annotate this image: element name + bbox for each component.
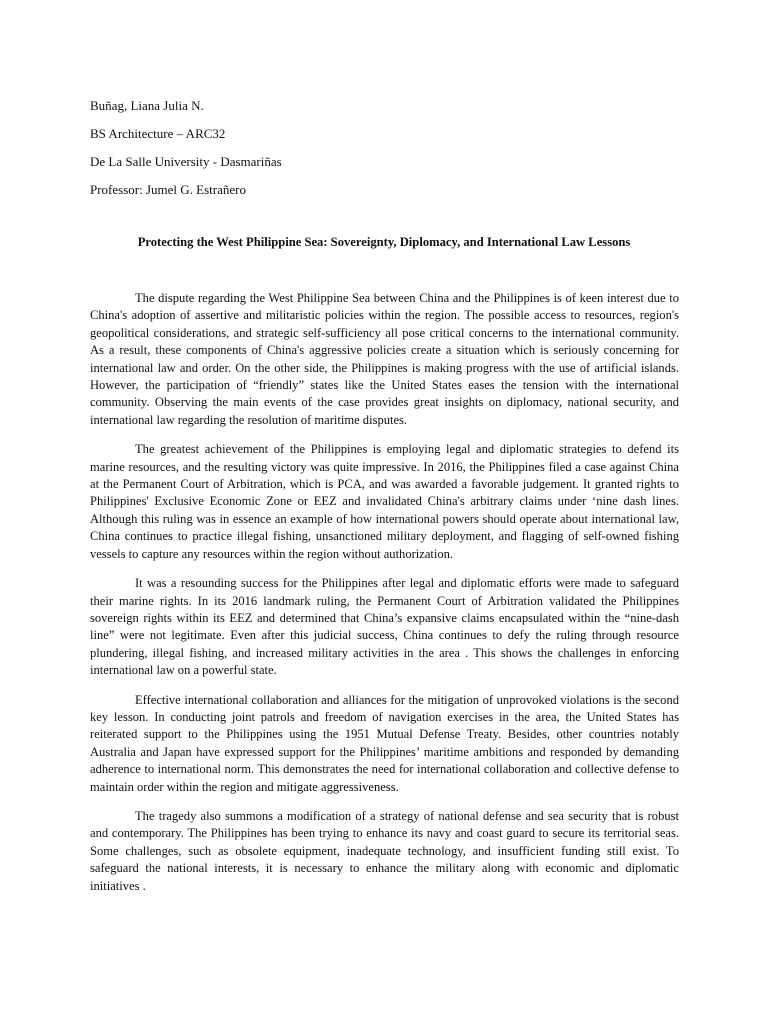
paragraph: Effective international collaboration and alliances for the mitigation of unprovoked violations is the second key lesson. In conducting joint patrols and freedom of navigation exercises in the area, the United States has reiterated support to the Philippines using the 1951 Mutual Defense Treaty. Besides, other countries notably Australia and Japan have expressed support for the Philippines’ maritime ambitions and responded by demanding adherence to international norm. This demonstrates the need for international collaboration and collective defense to maintain order within the region and mitigate aggressiveness. — [90, 692, 679, 794]
author-name: Buñag, Liana Julia N. — [90, 98, 204, 113]
paragraph: The tragedy also summons a modification of a strategy of national defense and sea security that is robust and contemporary. The Philippines has been trying to enhance its navy and coast guard to secure its territorial seas. Some challenges, such as obsolete equipment, inadequate technology, and insufficient funding still exist. To safeguard the national interests, it is necessary to enhance the military along with economic and diplomatic initiatives . — [90, 808, 679, 893]
document-title: Protecting the West Philippine Sea: Sovereignty, Diplomacy, and International Law Lessons — [137, 235, 631, 249]
author-header — [90, 92, 282, 204]
program-line: BS Architecture – ARC32 — [90, 126, 226, 141]
paragraph: It was a resounding success for the Philippines after legal and diplomatic efforts were made to safeguard their marine rights. In its 2016 landmark ruling, the Permanent Court of Arbitration validated the Philippines sovereign rights within its EEZ and determined that China’s expansive claims encapsulated within the “nine-dash line” were not legitimate. Even after this judicial success, China continues to defy the ruling through resource plundering, illegal fishing, and increased military activities in the area . This shows the challenges in enforcing international law on a powerful state. — [90, 576, 679, 678]
professor-line: Professor: Jumel G. Estrañero — [90, 182, 246, 197]
paragraph: The greatest achievement of the Philippines is employing legal and diplomatic strategies to defend its marine resources, and the resulting victory was quite impressive. In 2016, the Philippines filed a case against China at the Permanent Court of Arbitration, which is PCA, and was awarded a favorable judgement. It granted rights to Philippines' Exclusive Economic Zone or EEZ and invalidated China's arbitrary claims under ‘nine dash lines. Although this ruling was in essence an example of how international powers should operate about international law, China continues to practice illegal fishing, unsanctioned military deployment, and flagging of self-owned fishing vessels to capture any resources within the region without authorization. — [90, 442, 679, 561]
school-line: De La Salle University - Dasmariñas — [90, 154, 282, 169]
essay-body — [90, 290, 679, 907]
paragraph: The dispute regarding the West Philippine Sea between China and the Philippines is of keen interest due to China's adoption of assertive and militaristic policies within the region. The possible access to resources, region's geopolitical considerations, and strategic self-sufficiency all pose critical concerns to the international community. As a result, these components of China's aggressive policies create a situation which is seriously concerning for international law and order. On the other side, the Philippines is making progress with the use of artificial islands. However, the participation of “friendly” states like the United States eases the tension with the international community. Observing the main events of the case provides great insights on diplomacy, national security, and international law regarding the resolution of maritime disputes. — [90, 291, 679, 427]
